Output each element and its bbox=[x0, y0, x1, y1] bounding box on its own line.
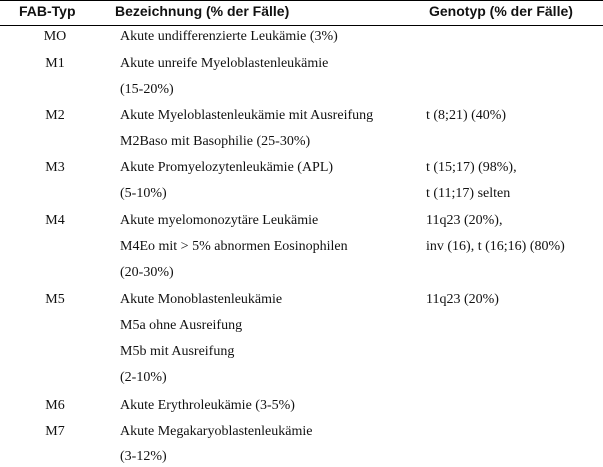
row-m2-typ: M2 bbox=[45, 108, 65, 123]
table-top-rule bbox=[0, 0, 603, 1]
row-m4-bezeichnung-3: (20-30%) bbox=[120, 265, 174, 280]
row-m4-genotyp-1: 11q23 (20%), bbox=[426, 213, 503, 228]
row-m4-bezeichnung-1: Akute myelomonozytäre Leukämie bbox=[120, 213, 319, 228]
row-m6-bezeichnung-1: Akute Erythroleukämie (3-5%) bbox=[120, 398, 295, 413]
row-m3-genotyp-1: t (15;17) (98%), bbox=[426, 160, 517, 175]
row-m5-bezeichnung-1: Akute Monoblastenleukämie bbox=[120, 292, 283, 307]
row-m1-bezeichnung-2: (15-20%) bbox=[120, 82, 174, 97]
row-m4-genotyp-2: inv (16), t (16;16) (80%) bbox=[426, 239, 565, 254]
row-m7-typ: M7 bbox=[45, 424, 65, 439]
row-m5-bezeichnung-3: M5b mit Ausreifung bbox=[120, 344, 235, 359]
row-m5-typ: M5 bbox=[45, 292, 65, 307]
row-m3-bezeichnung-2: (5-10%) bbox=[120, 186, 167, 201]
row-m7-bezeichnung-2: (3-12%) bbox=[120, 449, 167, 464]
row-mo-bezeichnung-1: Akute undifferenzierte Leukämie (3%) bbox=[120, 29, 338, 44]
row-m5-bezeichnung-4: (2-10%) bbox=[120, 370, 167, 385]
header-fab-typ: FAB-Typ bbox=[19, 3, 76, 19]
row-m2-genotyp-1: t (8;21) (40%) bbox=[426, 108, 507, 123]
row-m2-bezeichnung-1: Akute Myeloblastenleukämie mit Ausreifung bbox=[120, 108, 374, 123]
header-genotyp: Genotyp (% der Fälle) bbox=[429, 3, 573, 19]
header-bezeichnung: Bezeichnung (% der Fälle) bbox=[115, 3, 290, 19]
row-m5-genotyp-1: 11q23 (20%) bbox=[426, 292, 499, 307]
row-mo-typ: MO bbox=[43, 29, 67, 44]
row-m1-bezeichnung-1: Akute unreife Myeloblastenleukämie bbox=[120, 56, 329, 71]
row-m1-typ: M1 bbox=[45, 56, 65, 71]
row-m7-bezeichnung-1: Akute Megakaryoblastenleukämie bbox=[120, 424, 313, 439]
row-m5-bezeichnung-2: M5a ohne Ausreifung bbox=[120, 318, 243, 333]
row-m6-typ: M6 bbox=[45, 398, 65, 413]
row-m4-typ: M4 bbox=[45, 213, 65, 228]
row-m4-bezeichnung-2: M4Eo mit > 5% abnormen Eosinophilen bbox=[120, 239, 348, 254]
row-m3-genotyp-2: t (11;17) selten bbox=[426, 186, 511, 201]
header-rule bbox=[0, 25, 603, 26]
row-m3-bezeichnung-1: Akute Promyelozytenleukämie (APL) bbox=[120, 160, 334, 175]
row-m2-bezeichnung-2: M2Baso mit Basophilie (25-30%) bbox=[120, 134, 311, 149]
row-m3-typ: M3 bbox=[45, 160, 65, 175]
